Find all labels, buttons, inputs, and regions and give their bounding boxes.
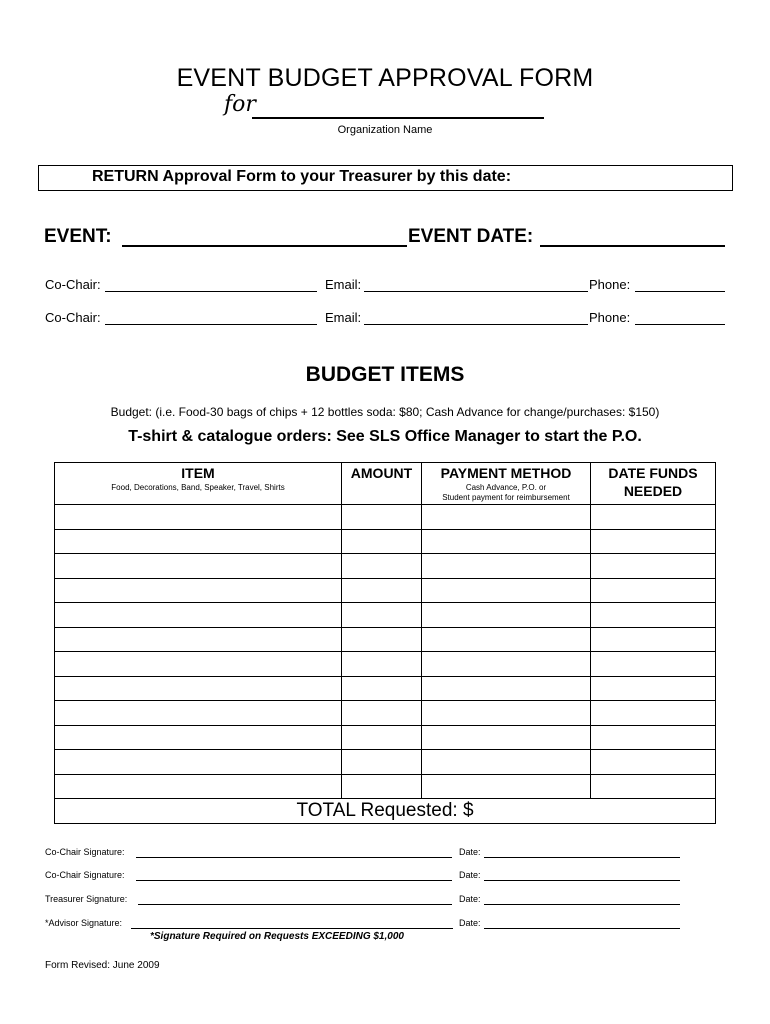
col-payment-subtitle-1: Cash Advance, P.O. or [465, 483, 547, 492]
payment-method-cell[interactable] [422, 603, 591, 628]
date-funds-needed-cell[interactable] [591, 725, 716, 750]
amount-cell[interactable] [342, 603, 422, 628]
organization-name-label: Organization Name [337, 124, 433, 136]
item-cell[interactable] [55, 554, 342, 579]
table-row [55, 578, 716, 603]
table-row [55, 627, 716, 652]
advisor-signature-field[interactable] [131, 928, 453, 929]
event-date-label: EVENT DATE: [408, 226, 534, 247]
table-row [55, 603, 716, 628]
total-row [55, 799, 716, 824]
tshirt-order-note: T-shirt & catalogue orders: See SLS Office Manager to start the P.O. [128, 428, 642, 445]
table-row [55, 750, 716, 775]
table-row [55, 774, 716, 799]
amount-cell[interactable] [342, 774, 422, 799]
email-field-2[interactable] [364, 324, 588, 325]
signature-date-label-2: Date: [459, 870, 481, 880]
table-row [55, 529, 716, 554]
amount-cell[interactable] [342, 554, 422, 579]
signature-date-field-2[interactable] [484, 880, 680, 881]
item-cell[interactable] [55, 578, 342, 603]
budget-items-heading: BUDGET ITEMS [305, 363, 465, 386]
signature-date-label-1: Date: [459, 847, 481, 857]
total-requested-label: TOTAL Requested: $ [55, 799, 716, 824]
payment-method-cell[interactable] [422, 774, 591, 799]
budget-table-header [55, 463, 716, 505]
item-cell[interactable] [55, 676, 342, 701]
item-cell[interactable] [55, 529, 342, 554]
table-row [55, 676, 716, 701]
form-title: EVENT BUDGET APPROVAL FORM [176, 64, 594, 92]
item-cell[interactable] [55, 701, 342, 726]
item-cell[interactable] [55, 603, 342, 628]
phone-label-2: Phone: [589, 310, 631, 325]
date-funds-needed-cell[interactable] [591, 750, 716, 775]
item-cell[interactable] [55, 627, 342, 652]
cochair-label-1: Co-Chair: [45, 277, 101, 292]
cochair-label-2: Co-Chair: [45, 310, 101, 325]
form-revised-date: Form Revised: June 2009 [45, 960, 160, 971]
cochair-signature-field-1[interactable] [136, 857, 452, 858]
col-date-funds-header [591, 463, 716, 505]
col-item-title: ITEM [181, 465, 215, 481]
payment-method-cell[interactable] [422, 725, 591, 750]
email-label-1: Email: [325, 277, 362, 292]
payment-method-cell[interactable] [422, 529, 591, 554]
signature-date-field-1[interactable] [484, 857, 680, 858]
date-funds-needed-cell[interactable] [591, 578, 716, 603]
date-funds-needed-cell[interactable] [591, 652, 716, 677]
table-row [55, 701, 716, 726]
amount-cell[interactable] [342, 676, 422, 701]
amount-cell[interactable] [342, 529, 422, 554]
col-item-subtitle: Food, Decorations, Band, Speaker, Travel, Shirts [111, 483, 285, 492]
amount-cell[interactable] [342, 701, 422, 726]
phone-field-2[interactable] [635, 324, 725, 325]
amount-cell[interactable] [342, 652, 422, 677]
return-date-label: RETURN Approval Form to your Treasurer by this date: [92, 168, 512, 185]
payment-method-cell[interactable] [422, 505, 591, 530]
table-row [55, 505, 716, 530]
payment-method-cell[interactable] [422, 750, 591, 775]
item-cell[interactable] [55, 774, 342, 799]
payment-method-cell[interactable] [422, 652, 591, 677]
date-funds-needed-cell[interactable] [591, 529, 716, 554]
item-cell[interactable] [55, 725, 342, 750]
budget-table [54, 462, 716, 824]
item-cell[interactable] [55, 505, 342, 530]
signature-date-label-4: Date: [459, 918, 481, 928]
treasurer-signature-label: Treasurer Signature: [45, 894, 128, 904]
date-funds-needed-cell[interactable] [591, 676, 716, 701]
payment-method-cell[interactable] [422, 676, 591, 701]
amount-cell[interactable] [342, 627, 422, 652]
email-label-2: Email: [325, 310, 362, 325]
advisor-signature-label: *Advisor Signature: [45, 918, 123, 928]
amount-cell[interactable] [342, 505, 422, 530]
cochair-signature-label-1: Co-Chair Signature: [45, 847, 125, 857]
col-payment-header [422, 463, 591, 505]
payment-method-cell[interactable] [422, 554, 591, 579]
table-row [55, 652, 716, 677]
event-date-field[interactable] [540, 245, 725, 247]
date-funds-needed-cell[interactable] [591, 627, 716, 652]
budget-example-text: Budget: (i.e. Food-30 bags of chips + 12 bottles soda: $80; Cash Advance for change/purchases: $150) [110, 405, 660, 419]
signature-date-field-4[interactable] [484, 928, 680, 929]
table-row [55, 725, 716, 750]
date-funds-needed-cell[interactable] [591, 603, 716, 628]
col-amount-header: AMOUNT [342, 463, 422, 505]
signature-date-field-3[interactable] [484, 904, 680, 905]
phone-field-1[interactable] [635, 291, 725, 292]
table-row [55, 554, 716, 579]
col-payment-title: PAYMENT METHOD [440, 465, 572, 481]
cochair-field-2[interactable] [105, 324, 317, 325]
event-field[interactable] [122, 245, 407, 247]
amount-cell[interactable] [342, 725, 422, 750]
amount-cell[interactable] [342, 750, 422, 775]
date-funds-needed-cell[interactable] [591, 554, 716, 579]
organization-name-field[interactable] [252, 117, 544, 119]
phone-label-1: Phone: [589, 277, 631, 292]
cochair-signature-field-2[interactable] [136, 880, 452, 881]
cochair-signature-label-2: Co-Chair Signature: [45, 870, 125, 880]
date-funds-needed-cell[interactable] [591, 505, 716, 530]
email-field-1[interactable] [364, 291, 588, 292]
event-label: EVENT: [44, 226, 112, 247]
col-date-funds-title-2: NEEDED [623, 483, 683, 499]
for-word: for [224, 92, 256, 117]
amount-cell[interactable] [342, 578, 422, 603]
cochair-field-1[interactable] [105, 291, 317, 292]
payment-method-cell[interactable] [422, 578, 591, 603]
treasurer-signature-field[interactable] [138, 904, 452, 905]
item-cell[interactable] [55, 750, 342, 775]
item-cell[interactable] [55, 652, 342, 677]
date-funds-needed-cell[interactable] [591, 774, 716, 799]
col-date-funds-title-1: DATE FUNDS [608, 465, 698, 481]
signature-requirement-note: *Signature Required on Requests EXCEEDING $1,000 [150, 931, 404, 942]
payment-method-cell[interactable] [422, 627, 591, 652]
signature-date-label-3: Date: [459, 894, 481, 904]
col-payment-subtitle-2: Student payment for reimbursement [442, 493, 570, 502]
col-item-header [55, 463, 342, 505]
payment-method-cell[interactable] [422, 701, 591, 726]
date-funds-needed-cell[interactable] [591, 701, 716, 726]
